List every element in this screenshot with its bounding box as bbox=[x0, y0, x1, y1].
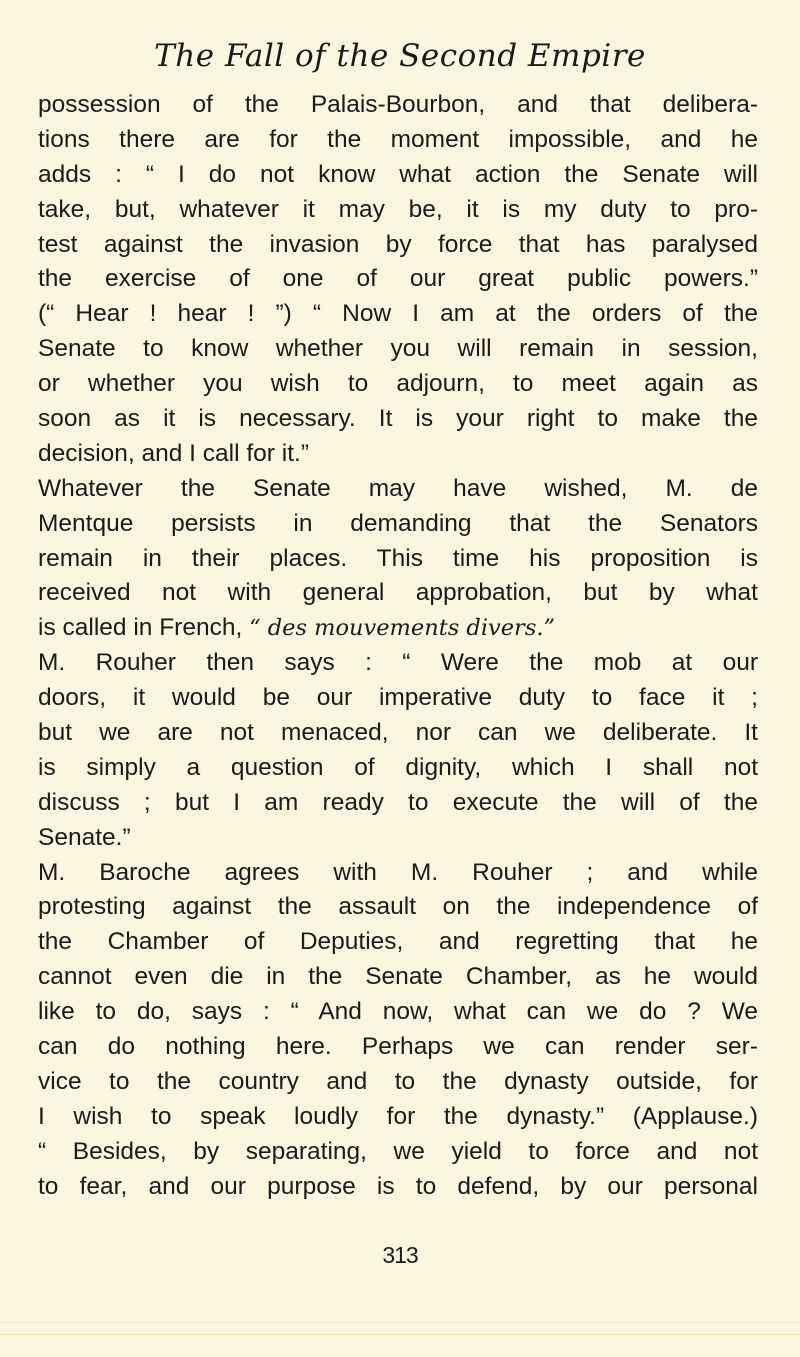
italic-phrase: “ des mouvements divers.” bbox=[249, 615, 556, 642]
text-line: M. Baroche agrees with M. Rouher ; and while bbox=[38, 858, 758, 886]
text-line: discuss ; but I am ready to execute the will of the bbox=[38, 788, 758, 816]
text-line: (“ Hear ! hear ! ”) “ Now I am at the orders of the bbox=[38, 300, 758, 328]
text-line: M. Rouher then says : “ Were the mob at our bbox=[38, 649, 758, 677]
text-line-with-italic bbox=[38, 611, 758, 646]
text-line: “ Besides, by separating, we yield to force and not bbox=[38, 1137, 758, 1165]
text-line: take, but, whatever it may be, it is my duty to pro- bbox=[38, 195, 758, 223]
text-line: cannot even die in the Senate Chamber, as he would bbox=[38, 963, 758, 991]
text-line: possession of the Palais-Bourbon, and that delibera- bbox=[38, 91, 758, 118]
page-edge-line bbox=[0, 1322, 800, 1323]
body-text bbox=[38, 88, 758, 1205]
text-line: doors, it would be our imperative duty to face it ; bbox=[38, 684, 758, 712]
text-line: adds : “ I do not know what action the Senate will bbox=[38, 160, 758, 188]
text-line: is simply a question of dignity, which I shall not bbox=[38, 753, 758, 781]
running-head: The Fall of the Second Empire bbox=[154, 38, 646, 74]
text-line: Mentque persists in demanding that the Senators bbox=[38, 509, 758, 537]
text-line: or whether you wish to adjourn, to meet again as bbox=[38, 370, 758, 398]
paragraph-end-line: decision, and I call for it.” bbox=[38, 439, 309, 467]
text-line: received not with general approbation, but by what bbox=[38, 579, 758, 607]
line-text: is called in French, bbox=[38, 614, 243, 642]
text-line: test against the invasion by force that has paralysed bbox=[38, 230, 758, 258]
text-line: the exercise of one of our great public powers.” bbox=[38, 265, 758, 293]
text-line: I wish to speak loudly for the dynasty.” (Applause.) bbox=[38, 1102, 758, 1130]
text-line: can do nothing here. Perhaps we can render ser- bbox=[38, 1033, 758, 1061]
text-line: remain in their places. This time his proposition is bbox=[38, 544, 758, 572]
text-line: soon as it is necessary. It is your right to make the bbox=[38, 405, 758, 433]
text-line: Senate to know whether you will remain in session, bbox=[38, 335, 758, 363]
text-line: like to do, says : “ And now, what can we do ? We bbox=[38, 998, 758, 1026]
paragraph-end-line: Senate.” bbox=[38, 823, 131, 851]
text-line: Whatever the Senate may have wished, M. de bbox=[38, 474, 758, 502]
page-number: 313 bbox=[382, 1242, 418, 1268]
text-line: but we are not menaced, nor can we deliberate. It bbox=[38, 719, 758, 747]
text-line: vice to the country and to the dynasty outside, for bbox=[38, 1067, 758, 1095]
text-line: tions there are for the moment impossible, and he bbox=[38, 125, 758, 153]
text-line: the Chamber of Deputies, and regretting that he bbox=[38, 928, 758, 956]
page-edge-line bbox=[0, 1334, 800, 1335]
text-line: to fear, and our purpose is to defend, by our personal bbox=[38, 1172, 758, 1200]
text-line: protesting against the assault on the independence of bbox=[38, 893, 758, 921]
